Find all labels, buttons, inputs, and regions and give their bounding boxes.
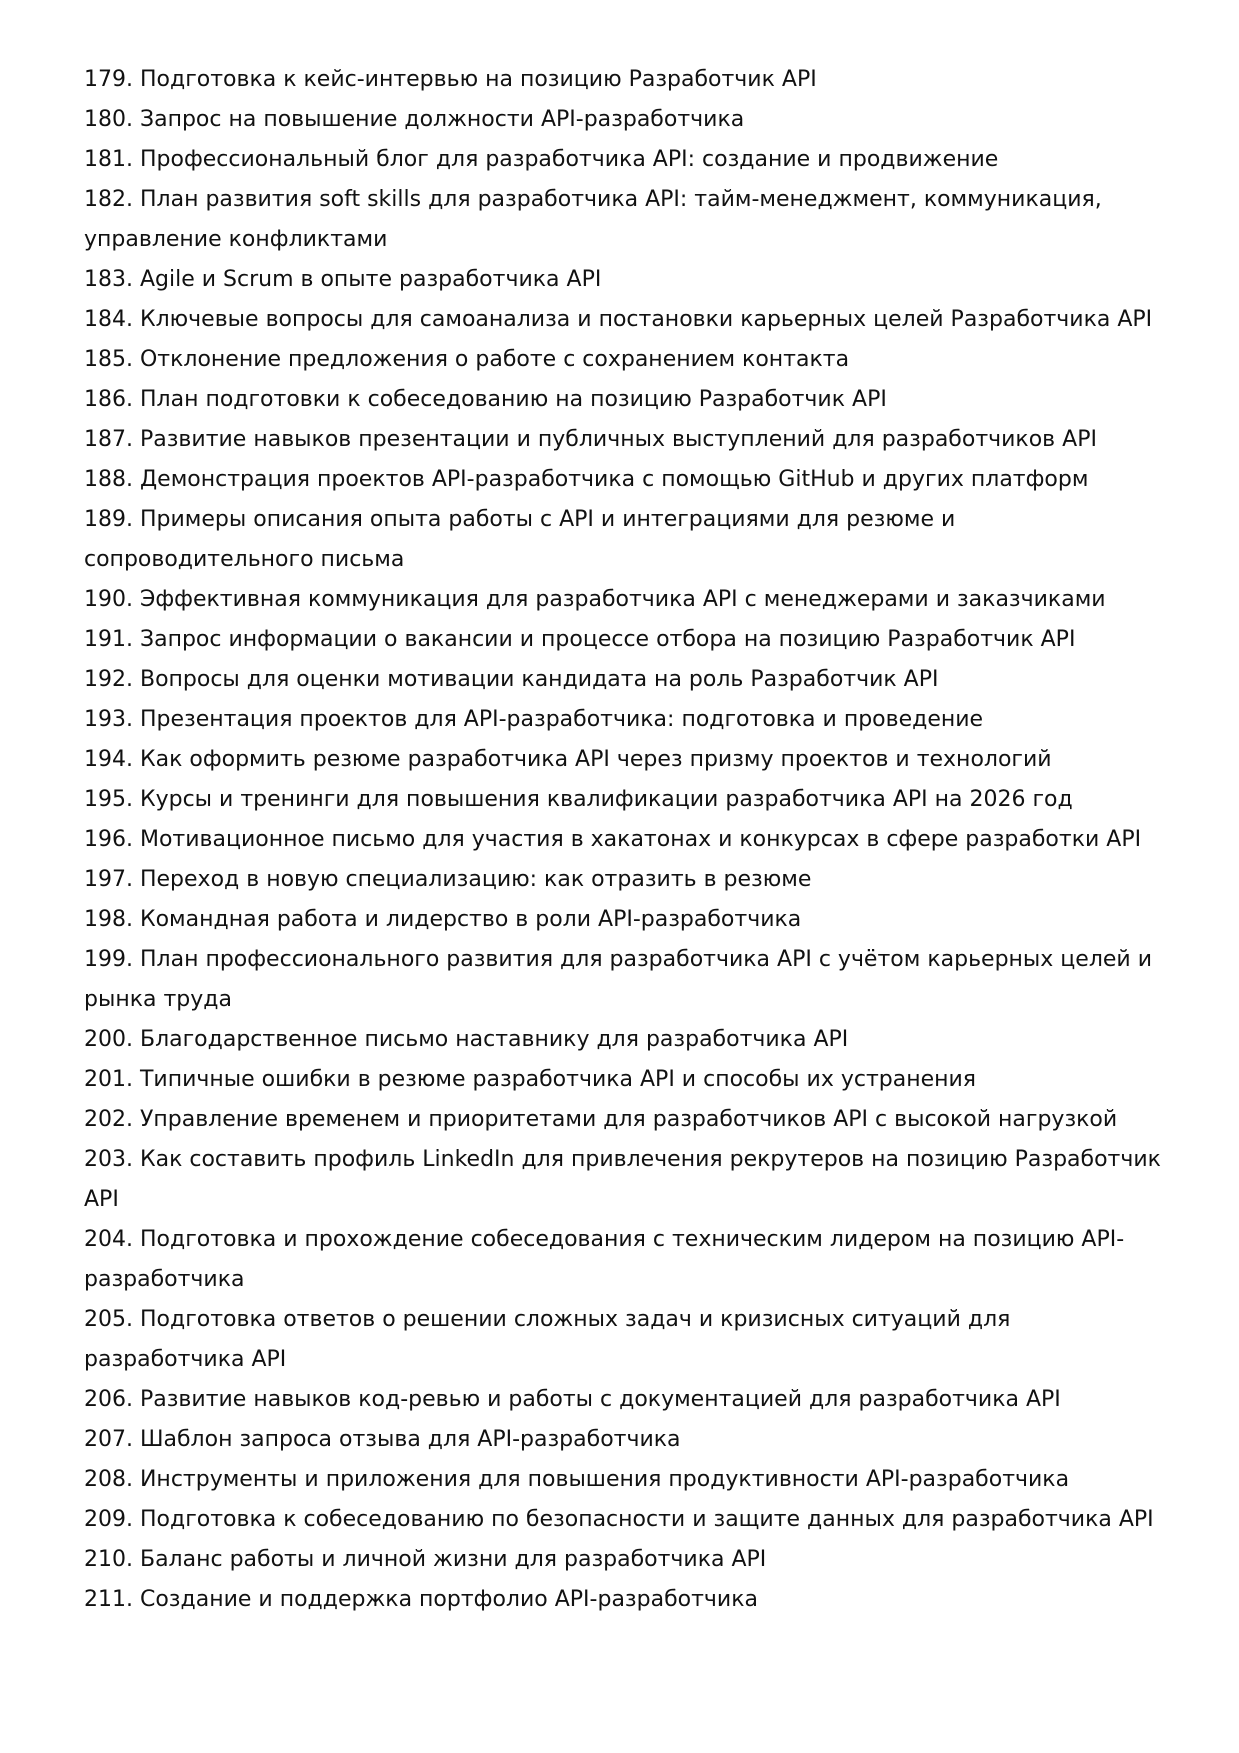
list-item: 189. Примеры описания опыта работы с API и интеграциями для резюме и сопроводительного письма — [84, 507, 956, 572]
list-item: 188. Демонстрация проектов API-разработчика с помощью GitHub и других платформ — [84, 467, 1089, 492]
list-item: 195. Курсы и тренинги для повышения квалификации разработчика API на 2026 год — [84, 787, 1073, 812]
list-item: 200. Благодарственное письмо наставнику для разработчика API — [84, 1027, 849, 1052]
list-item: 181. Профессиональный блог для разработчика API: создание и продвижение — [84, 147, 999, 172]
list-item: 199. План профессионального развития для разработчика API с учётом карьерных целей и рынка труда — [84, 947, 1152, 1012]
list-item: 191. Запрос информации о вакансии и процессе отбора на позицию Разработчик API — [84, 627, 1076, 652]
list-item: 183. Agile и Scrum в опыте разработчика API — [84, 267, 602, 292]
list-item: 197. Переход в новую специализацию: как отразить в резюме — [84, 867, 812, 892]
list-item: 196. Мотивационное письмо для участия в хакатонах и конкурсах в сфере разработки API — [84, 827, 1142, 852]
list-item: 206. Развитие навыков код-ревью и работы с документацией для разработчика API — [84, 1387, 1061, 1412]
list-item: 190. Эффективная коммуникация для разработчика API с менеджерами и заказчиками — [84, 587, 1106, 612]
list-item: 201. Типичные ошибки в резюме разработчика API и способы их устранения — [84, 1067, 977, 1092]
list-item: 180. Запрос на повышение должности API-разработчика — [84, 107, 745, 132]
list-item: 209. Подготовка к собеседованию по безопасности и защите данных для разработчика API — [84, 1507, 1154, 1532]
list-item: 211. Создание и поддержка портфолио API-разработчика — [84, 1587, 758, 1612]
list-item: 207. Шаблон запроса отзыва для API-разработчика — [84, 1427, 681, 1452]
list-item: 185. Отклонение предложения о работе с сохранением контакта — [84, 347, 850, 372]
list-item: 179. Подготовка к кейс-интервью на позицию Разработчик API — [84, 67, 817, 92]
list-item: 182. План развития soft skills для разработчика API: тайм-менеджмент, коммуникация, управление конфликтами — [84, 187, 1102, 252]
list-item: 184. Ключевые вопросы для самоанализа и постановки карьерных целей Разработчика API — [84, 307, 1153, 332]
list-item: 202. Управление временем и приоритетами для разработчиков API с высокой нагрузкой — [84, 1107, 1118, 1132]
list-item: 186. План подготовки к собеседованию на позицию Разработчик API — [84, 387, 887, 412]
list-item: 193. Презентация проектов для API-разработчика: подготовка и проведение — [84, 707, 984, 732]
list-item: 194. Как оформить резюме разработчика API через призму проектов и технологий — [84, 747, 1052, 772]
document-page — [84, 60, 1174, 1620]
list-item: 208. Инструменты и приложения для повышения продуктивности API-разработчика — [84, 1467, 1070, 1492]
list-item: 203. Как составить профиль LinkedIn для привлечения рекрутеров на позицию Разработчик API — [84, 1147, 1161, 1212]
list-item: 204. Подготовка и прохождение собеседования с техническим лидером на позицию API-разработчика — [84, 1227, 1125, 1292]
list-item: 205. Подготовка ответов о решении сложных задач и кризисных ситуаций для разработчика API — [84, 1307, 1011, 1372]
list-item: 198. Командная работа и лидерство в роли API-разработчика — [84, 907, 802, 932]
list-item: 210. Баланс работы и личной жизни для разработчика API — [84, 1547, 767, 1572]
list-item: 187. Развитие навыков презентации и публичных выступлений для разработчиков API — [84, 427, 1097, 452]
list-item: 192. Вопросы для оценки мотивации кандидата на роль Разработчик API — [84, 667, 939, 692]
